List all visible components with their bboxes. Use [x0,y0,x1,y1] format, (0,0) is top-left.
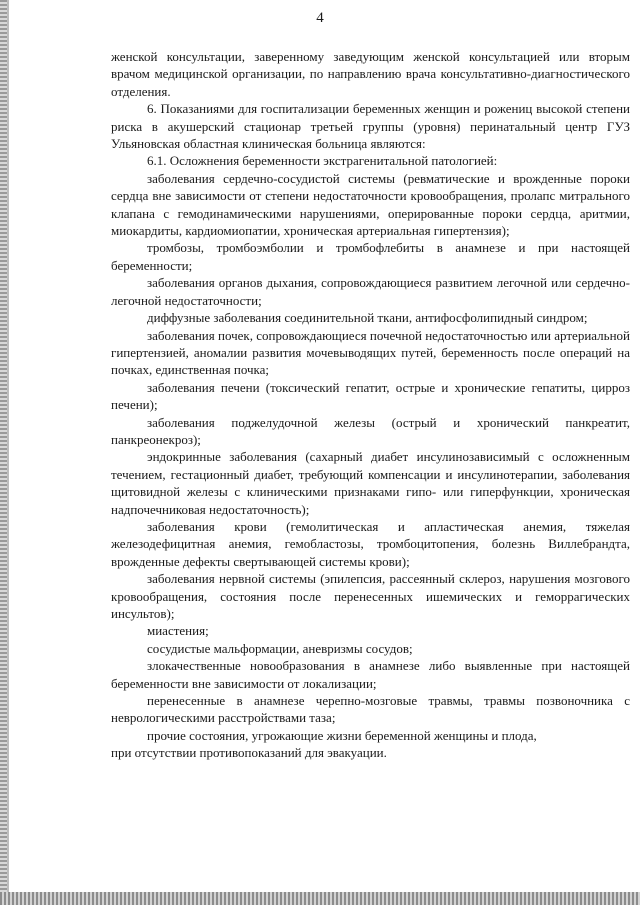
paragraph-item-6-1: 6.1. Осложнения беременности экстрагенитальной патологией: [147,153,498,169]
paragraph-myasthenia: миастения; [147,623,209,639]
scan-edge-left [0,0,7,905]
document-body [111,48,630,762]
paragraph-endocrine: эндокринные заболевания (сахарный диабет инсулинозависимый с осложненным течением, гестационный диабет, требующий компенсации и инсулинотерапии, заболевания щитовидной железы с клиническими признаками гипо- или гиперфункции, хроническая надпочечниковая недостаточность); [111,449,630,517]
scan-edge-bottom [0,892,640,905]
paragraph-vascular: сосудистые мальформации, аневризмы сосудов; [147,640,413,656]
page-number: 4 [316,10,324,26]
paragraph-kidney: заболевания почек, сопровождающиеся почечной недостаточностью или артериальной гипертензией, аномалии развития мочевыводящих путей, беременность после операций на почках, единственная почка; [111,327,630,378]
paragraph-item-6: 6. Показаниями для госпитализации беременных женщин и рожениц высокой степени риска в акушерский стационар третьей группы (уровня) перинатальный центр ГУЗ Ульяновская областная клиническая больница являются: [111,101,630,152]
paragraph-blood: заболевания крови (гемолитическая и апластическая анемия, тяжелая железодефицитная анемия, гемобластозы, тромбоцитопения, болезнь Виллебрандта, врожденные дефекты свертывающей системы крови); [111,518,630,569]
paragraph-closing: при отсутствии противопоказаний для эвакуации. [111,745,387,761]
paragraph-nervous-system: заболевания нервной системы (эпилепсия, рассеянный склероз, нарушения мозгового кровообращения, состояния после перенесенных ишемических и геморрагических инсультов); [111,571,630,621]
paragraph-connective-tissue: диффузные заболевания соединительной ткани, антифосфолипидный синдром; [147,310,588,326]
paragraph-respiratory: заболевания органов дыхания, сопровождающиеся развитием легочной или сердечно-легочной недостаточности; [111,275,630,308]
paragraph-pancreas: заболевания поджелудочной железы (острый и хронический панкреатит, панкреонекроз); [111,414,630,447]
paragraph-thrombosis: тромбозы, тромбоэмболии и тромбофлебиты в анамнезе и при настоящей беременности; [111,240,630,273]
paragraph-neoplasms: злокачественные новообразования в анамнезе либо выявленные при настоящей беременности вне зависимости от локализации; [111,658,630,691]
scan-edge-left-line [7,0,9,905]
paragraph-cardiovascular: заболевания сердечно-сосудистой системы (ревматические и врожденные пороки сердца вне зависимости от степени недостаточности кровообращения, пролапс митрального клапана с гемодинамическими нарушениями, оперированные пороки сердца, аритмии, миокардиты, кардиомиопатии, хроническая артериальная гипертензия); [111,170,630,239]
paragraph-liver: заболевания печени (токсический гепатит, острые и хронические гепатиты, цирроз печени); [111,379,630,413]
paragraph-continuation: женской консультации, заверенному заведующим женской консультацией или вторым врачом медицинской организации, по направлению врача консультативно-диагностического отделения. [111,49,630,99]
paragraph-other-conditions: прочие состояния, угрожающие жизни беременной женщины и плода, [147,727,537,743]
paragraph-trauma: перенесенные в анамнезе черепно-мозговые травмы, травмы позвоночника с неврологическими расстройствами таза; [111,693,630,726]
